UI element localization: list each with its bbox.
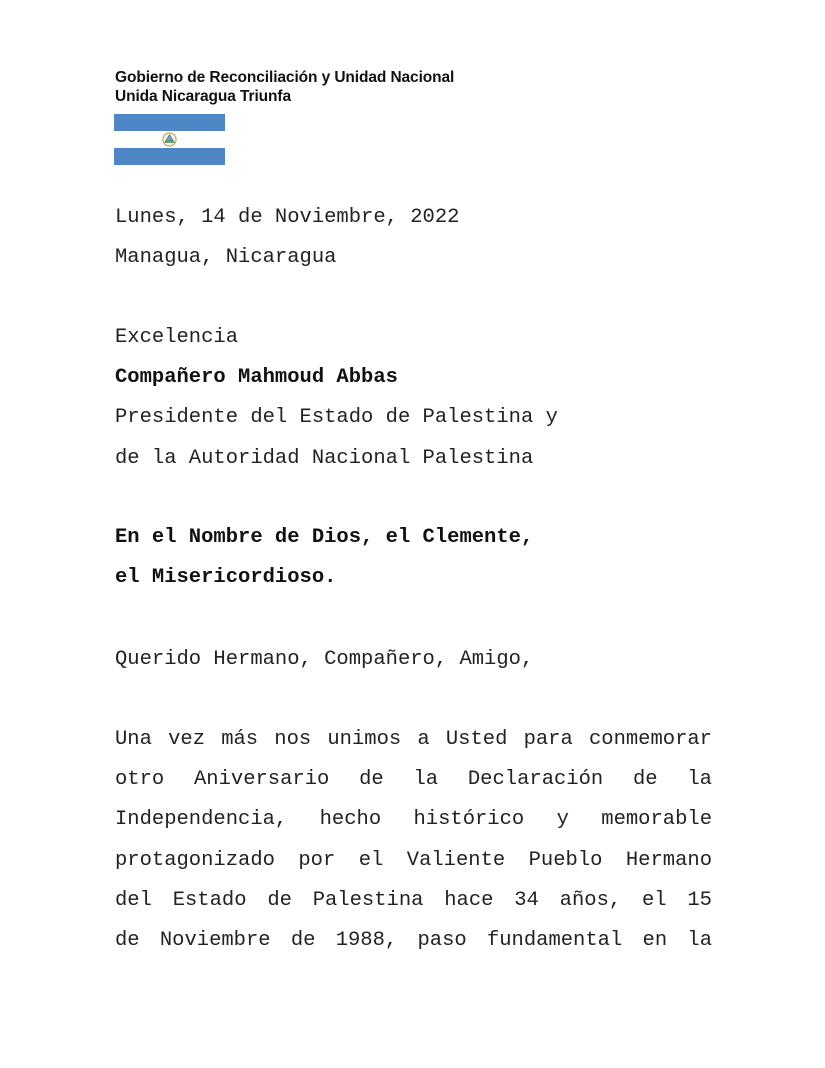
letter-date: Lunes, 14 de Noviembre, 2022 [115, 206, 460, 229]
flag-bottom-stripe [114, 148, 225, 165]
coat-of-arms-icon [161, 132, 178, 147]
invocation-block [115, 518, 712, 598]
recipient-salutation: Excelencia [115, 326, 239, 349]
greeting-block [115, 640, 712, 680]
body-paragraph [115, 720, 712, 961]
recipient-title-line-2: de la Autoridad Nacional Palestina [115, 446, 534, 470]
letterhead [115, 68, 454, 106]
letter-place: Managua, Nicaragua [115, 246, 337, 270]
date-place-block [115, 198, 712, 278]
flag-top-stripe [114, 114, 225, 131]
letterhead-motto: Unida Nicaragua Triunfa [115, 88, 291, 105]
paragraph-line: Una vez más nos unimos a Usted para conmemorar [115, 728, 712, 751]
nicaragua-flag-icon [114, 114, 225, 165]
letterhead-government-name: Gobierno de Reconciliación y Unidad Nacional [115, 69, 455, 86]
recipient-block [115, 318, 712, 479]
paragraph-line: del Estado de Palestina hace 34 años, el 15 [115, 888, 712, 912]
paragraph-line: otro Aniversario de la Declaración de la [115, 768, 712, 792]
recipient-title-line-1: Presidente del Estado de Palestina y [115, 406, 558, 430]
invocation-line-2: el Misericordioso. [115, 566, 337, 590]
invocation-line-1: En el Nombre de Dios, el Clemente, [115, 526, 534, 549]
recipient-name: Compañero Mahmoud Abbas [115, 366, 398, 390]
greeting: Querido Hermano, Compañero, Amigo, [115, 648, 534, 671]
paragraph-line: de Noviembre de 1988, paso fundamental en la [115, 928, 712, 952]
paragraph-line: protagonizado por el Valiente Pueblo Hermano [115, 848, 712, 872]
paragraph-line: Independencia, hecho histórico y memorable [115, 808, 712, 832]
